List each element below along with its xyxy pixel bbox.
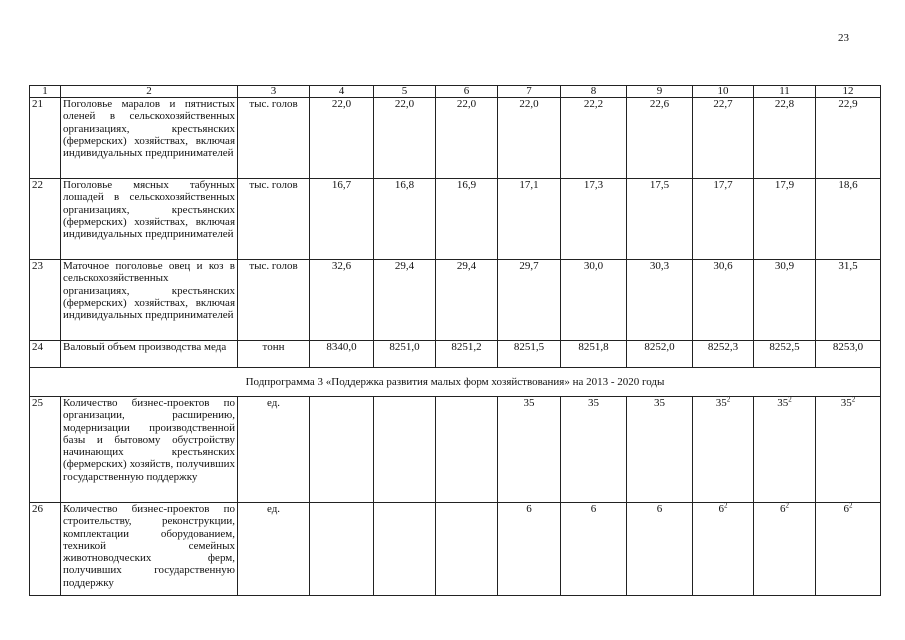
value-text: 22,8 bbox=[774, 98, 795, 110]
value-cell bbox=[310, 179, 374, 260]
value-text: 35 bbox=[840, 397, 852, 409]
value-cell bbox=[498, 260, 561, 341]
indicator-name: Количество бизнес-проектов по организации, расширению, модернизации производственной базы и бытовому обустройству начинающих крестьянских (фермерских) хозяйств, получивших государственную поддержку bbox=[61, 397, 238, 503]
value-cell bbox=[627, 260, 693, 341]
row-number: 22 bbox=[30, 179, 61, 260]
value-cell bbox=[436, 98, 498, 179]
value-cell bbox=[693, 98, 754, 179]
table-row bbox=[30, 179, 881, 260]
value-text: 35 bbox=[523, 397, 535, 409]
page-number: 23 bbox=[838, 32, 849, 44]
unit-cell: тыс. голов bbox=[238, 260, 310, 341]
value-cell bbox=[693, 179, 754, 260]
indicator-name: Количество бизнес-проектов по строительству, реконструкции, комплектации оборудованием, техникой семейных животноводческих ферм, получивших государственную поддержку bbox=[61, 503, 238, 596]
indicator-name: Маточное поголовье овец и коз в сельскохозяйственных организациях, крестьянских (фермерских) хозяйствах, включая индивидуальных предпринимателей bbox=[61, 260, 238, 341]
indicator-table bbox=[29, 85, 881, 596]
value-text: 22,7 bbox=[713, 98, 733, 110]
value-text: 29,4 bbox=[394, 260, 415, 272]
value-text: 6 bbox=[656, 503, 663, 515]
value-cell bbox=[561, 341, 627, 368]
value-text: 6 bbox=[590, 503, 597, 515]
value-cell bbox=[754, 341, 816, 368]
value-cell bbox=[816, 98, 881, 179]
table-row bbox=[30, 397, 881, 503]
table-row bbox=[30, 98, 881, 179]
value-cell bbox=[693, 260, 754, 341]
value-cell bbox=[561, 397, 627, 503]
value-cell bbox=[436, 260, 498, 341]
value-text: 17,7 bbox=[713, 179, 733, 191]
column-number-header: 8 bbox=[561, 86, 627, 98]
value-text: 30,3 bbox=[649, 260, 670, 272]
value-text: 32,6 bbox=[331, 260, 352, 272]
footnote-mark: 2 bbox=[849, 502, 853, 510]
footnote-mark: 2 bbox=[788, 396, 792, 404]
value-text: 30,0 bbox=[583, 260, 604, 272]
value-cell bbox=[436, 341, 498, 368]
subprogram-title: Подпрограмма 3 «Поддержка развития малых форм хозяйствования» на 2013 - 2020 годы bbox=[30, 368, 881, 397]
value-cell bbox=[561, 260, 627, 341]
value-cell bbox=[627, 503, 693, 596]
value-cell bbox=[561, 98, 627, 179]
value-cell bbox=[627, 341, 693, 368]
value-text: 8251,0 bbox=[389, 341, 420, 353]
value-text: 22,0 bbox=[331, 98, 352, 110]
footnote-mark: 2 bbox=[851, 396, 856, 404]
value-text: 16,9 bbox=[456, 179, 477, 191]
footnote-mark: 2 bbox=[724, 502, 728, 510]
value-text: 8252,3 bbox=[707, 341, 739, 353]
table-row bbox=[30, 503, 881, 596]
value-text: 22,0 bbox=[456, 98, 477, 110]
value-text: 22,0 bbox=[519, 98, 539, 110]
value-cell bbox=[374, 341, 436, 368]
column-number-header: 4 bbox=[310, 86, 374, 98]
value-text: 35 bbox=[588, 397, 599, 409]
value-cell bbox=[754, 260, 816, 341]
row-number: 25 bbox=[30, 397, 61, 503]
value-text: 35 bbox=[777, 397, 789, 409]
value-cell bbox=[693, 341, 754, 368]
value-cell bbox=[436, 397, 498, 503]
column-number-header: 9 bbox=[627, 86, 693, 98]
value-text: 6 bbox=[718, 503, 724, 515]
row-number: 24 bbox=[30, 341, 61, 368]
value-cell bbox=[498, 341, 561, 368]
indicator-name: Поголовье мясных табунных лошадей в сельскохозяйственных организациях, крестьянских (фермерских) хозяйствах, включая индивидуальных предпринимателей bbox=[61, 179, 238, 260]
value-cell bbox=[498, 179, 561, 260]
footnote-mark: 2 bbox=[726, 396, 731, 404]
unit-cell: тыс. голов bbox=[238, 179, 310, 260]
value-text: 8340,0 bbox=[326, 341, 357, 353]
value-text: 30,9 bbox=[774, 260, 795, 272]
value-text: 8252,5 bbox=[769, 341, 800, 353]
value-cell bbox=[627, 397, 693, 503]
table-row bbox=[30, 260, 881, 341]
value-text: 35 bbox=[654, 397, 665, 409]
footnote-mark: 2 bbox=[785, 502, 789, 510]
row-number: 26 bbox=[30, 503, 61, 596]
value-text: 29,4 bbox=[456, 260, 477, 272]
value-cell bbox=[374, 98, 436, 179]
value-text: 31,5 bbox=[838, 260, 858, 272]
value-text: 16,7 bbox=[331, 179, 352, 191]
value-cell bbox=[561, 179, 627, 260]
header-row bbox=[30, 86, 881, 98]
unit-cell: тыс. голов bbox=[238, 98, 310, 179]
value-text: 8252,0 bbox=[644, 341, 675, 353]
value-cell bbox=[693, 397, 754, 503]
value-cell bbox=[374, 397, 436, 503]
value-cell bbox=[498, 98, 561, 179]
value-cell bbox=[498, 397, 561, 503]
value-text: 22,6 bbox=[649, 98, 670, 110]
value-cell bbox=[436, 179, 498, 260]
value-cell bbox=[498, 503, 561, 596]
value-text: 22,9 bbox=[838, 98, 858, 110]
value-text: 17,3 bbox=[583, 179, 604, 191]
column-number-header: 5 bbox=[374, 86, 436, 98]
column-number-header: 11 bbox=[754, 86, 816, 98]
value-text: 6 bbox=[843, 503, 849, 515]
value-cell bbox=[561, 503, 627, 596]
value-text: 17,1 bbox=[519, 179, 539, 191]
column-number-header: 6 bbox=[436, 86, 498, 98]
value-cell bbox=[436, 503, 498, 596]
value-text: 8251,5 bbox=[513, 341, 545, 353]
unit-cell: тонн bbox=[238, 341, 310, 368]
indicator-name: Валовый объем производства меда bbox=[61, 341, 238, 368]
value-cell bbox=[374, 260, 436, 341]
value-text: 30,6 bbox=[713, 260, 733, 272]
value-cell bbox=[627, 179, 693, 260]
value-cell bbox=[310, 341, 374, 368]
column-number-header: 1 bbox=[30, 86, 61, 98]
value-text: 8251,8 bbox=[578, 341, 609, 353]
value-cell bbox=[816, 260, 881, 341]
unit-cell: ед. bbox=[238, 397, 310, 503]
column-number-header: 3 bbox=[238, 86, 310, 98]
value-text: 22,0 bbox=[394, 98, 415, 110]
value-text: 6 bbox=[780, 503, 786, 515]
value-cell bbox=[374, 503, 436, 596]
table-row bbox=[30, 341, 881, 368]
value-cell bbox=[310, 397, 374, 503]
subprogram-row bbox=[30, 368, 881, 397]
value-cell bbox=[816, 341, 881, 368]
value-cell bbox=[754, 503, 816, 596]
value-text: 29,7 bbox=[519, 260, 539, 272]
value-cell bbox=[374, 179, 436, 260]
value-text: 18,6 bbox=[838, 179, 858, 191]
value-text: 22,2 bbox=[583, 98, 604, 110]
value-cell bbox=[627, 98, 693, 179]
value-cell bbox=[816, 179, 881, 260]
value-text: 8253,0 bbox=[832, 341, 864, 353]
unit-cell: ед. bbox=[238, 503, 310, 596]
value-text: 8251,2 bbox=[451, 341, 482, 353]
value-cell bbox=[754, 179, 816, 260]
value-cell bbox=[816, 503, 881, 596]
value-cell bbox=[816, 397, 881, 503]
indicator-name: Поголовье маралов и пятнистых оленей в сельскохозяйственных организациях, крестьянских (фермерских) хозяйствах, включая индивидуальных предпринимателей bbox=[61, 98, 238, 179]
row-number: 23 bbox=[30, 260, 61, 341]
column-number-header: 10 bbox=[693, 86, 754, 98]
value-text: 16,8 bbox=[394, 179, 415, 191]
value-text: 6 bbox=[526, 503, 532, 515]
column-number-header: 7 bbox=[498, 86, 561, 98]
value-cell bbox=[754, 98, 816, 179]
row-number: 21 bbox=[30, 98, 61, 179]
value-text: 17,5 bbox=[649, 179, 670, 191]
value-cell bbox=[754, 397, 816, 503]
column-number-header: 12 bbox=[816, 86, 881, 98]
value-cell bbox=[310, 503, 374, 596]
value-text: 17,9 bbox=[774, 179, 795, 191]
value-cell bbox=[693, 503, 754, 596]
value-cell bbox=[310, 260, 374, 341]
column-number-header: 2 bbox=[61, 86, 238, 98]
value-cell bbox=[310, 98, 374, 179]
value-text: 35 bbox=[715, 397, 727, 409]
